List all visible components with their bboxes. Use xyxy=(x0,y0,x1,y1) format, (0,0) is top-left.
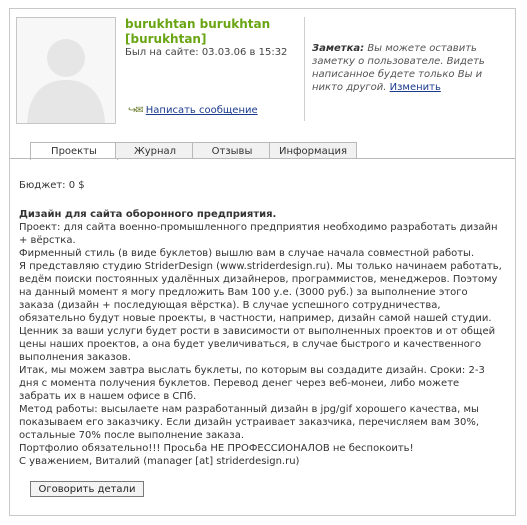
last-seen: Был на сайте: 03.03.06 в 15:32 xyxy=(125,47,288,58)
username: burukhtan burukhtan [burukhtan] xyxy=(125,17,271,46)
project-paragraph: Проект: для сайта военно-промышленного предприятия необходимо разработать дизайн + вёрстка. xyxy=(19,222,498,246)
write-message-link[interactable] xyxy=(128,105,258,116)
user-note xyxy=(304,17,509,121)
note-edit-link[interactable]: Изменить xyxy=(389,82,441,93)
tab-journal[interactable]: Журнал xyxy=(115,142,195,159)
note-label: Заметка: xyxy=(312,43,365,54)
tab-projects[interactable]: Проекты xyxy=(30,142,118,160)
tab-reviews[interactable]: Отзывы xyxy=(192,142,272,159)
discuss-details-button[interactable]: Оговорить детали xyxy=(30,481,144,497)
project-paragraph: Итак, мы можем завтра выслать буклеты, по которым вы создадите дизайн. Сроки: 2-3 дня с момента получения буклетов. Перевод денег через веб-монеи, либо можете забрать их в нашем офисе в СПб. xyxy=(19,365,485,402)
avatar xyxy=(16,17,116,124)
write-message-label[interactable]: Написать сообщение xyxy=(145,105,258,116)
note-text: Вы можете оставить заметку о пользователе. Видеть написанное будете только Вы и никто другой. xyxy=(312,43,485,93)
user-silhouette-icon xyxy=(17,18,115,123)
tab-info[interactable]: Информация xyxy=(269,142,357,159)
tab-divider xyxy=(10,158,515,159)
project-paragraph: С уважением, Виталий (manager [at] striderdesign.ru) xyxy=(19,456,300,467)
project-paragraph: Я представляю студию StriderDesign (www.striderdesign.ru). Мы только начинаем работать, ведём поиски постоянных удалённых дизайнеров, программистов, менеджеров. Поэтому на данный момент я могу предложить Вам 100 у.е. (3000 руб.) за выполнение этого заказа (дизайн + последующая вёрстка). В случае успешного сотрудничества, обязательно будут новые проекты, в частности, например, дизайн самой нашей студии. Ценник за ваши услуги будет рости в зависимости от выполненных проектов и от общей цены наших проектов, а она будет увеличиваться, в случае быстрого и качественного выполнения заказов. xyxy=(19,261,502,363)
envelope-icon: ↪✉ xyxy=(128,105,143,116)
project-paragraph: Портфолио обязательно!!! Просьба НЕ ПРОФЕССИОНАЛОВ не беспокоить! xyxy=(19,443,414,454)
project-description xyxy=(19,208,504,468)
project-title: Дизайн для сайта оборонного предприятия. xyxy=(19,209,277,220)
project-paragraph: Метод работы: высылаете нам разработанный дизайн в jpg/gif хорошего качества, мы показываем его заказчику. Если дизайн устраивает заказчика, перечисляем вам 30%, остальные 70% после выполнение заказа. xyxy=(19,404,480,441)
project-paragraph: Фирменный стиль (в виде буклетов) вышлю вам в случае начала совместной работы. xyxy=(19,248,475,259)
project-budget: Бюджет: 0 $ xyxy=(19,180,85,191)
